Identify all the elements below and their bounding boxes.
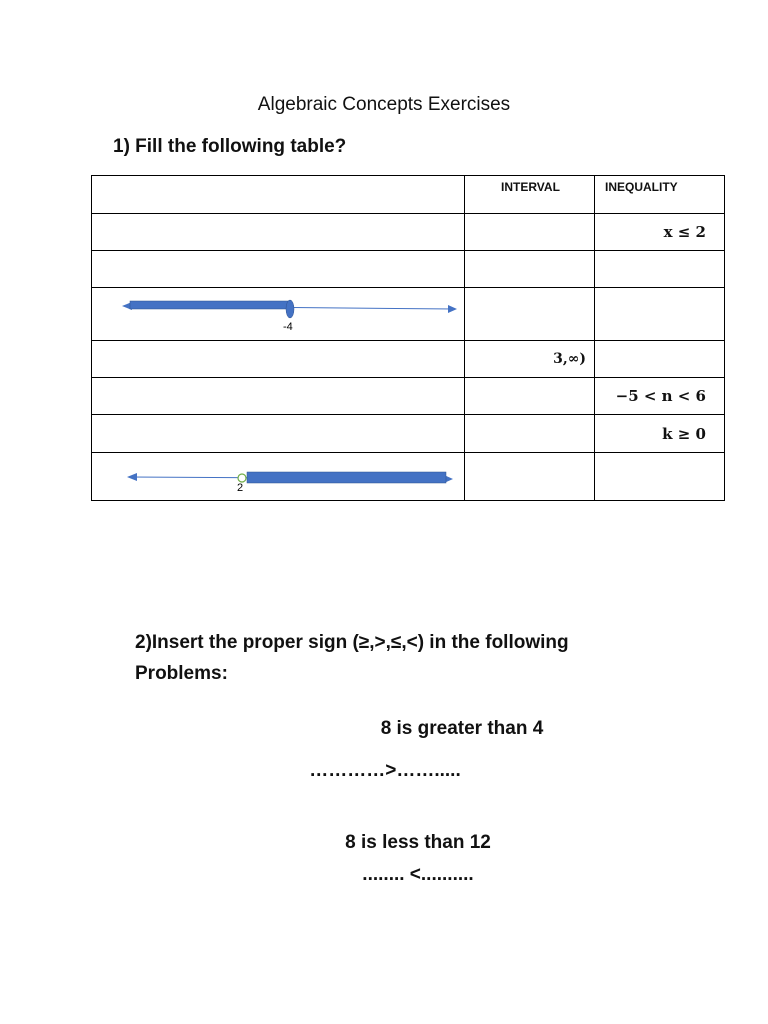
interval-cell[interactable] — [465, 341, 595, 378]
shaded-interval-bar — [247, 472, 446, 483]
inequality-value: k ≥ 0 — [662, 424, 706, 443]
inequality-cell[interactable] — [595, 214, 725, 251]
endpoint-label: -4 — [283, 321, 293, 333]
header-graph — [92, 176, 465, 214]
interval-cell[interactable] — [465, 251, 595, 288]
table-header-row — [92, 176, 725, 214]
graph-cell[interactable] — [92, 453, 465, 501]
answer-blank[interactable]: ........ <.......... — [362, 864, 474, 885]
table-row — [92, 214, 725, 251]
inequality-value: x ≤ 2 — [663, 223, 706, 241]
question-2-line1: 2)Insert the proper sign (≥,>,≤,<) in the following — [135, 632, 569, 653]
inequality-value: −5 < n < 6 — [615, 387, 706, 405]
question-2-line2: Problems: — [135, 663, 228, 684]
inequality-cell[interactable] — [595, 378, 725, 415]
graph-cell[interactable] — [92, 251, 465, 288]
number-line-graph — [92, 288, 465, 341]
shaded-interval-bar — [130, 301, 288, 309]
table-row — [92, 453, 725, 501]
inequality-cell[interactable] — [595, 453, 725, 501]
question-2 — [135, 627, 569, 689]
interval-cell[interactable] — [465, 214, 595, 251]
number-line-graph — [92, 453, 465, 501]
table-row — [92, 251, 725, 288]
header-inequality: INEQUALITY — [595, 176, 725, 214]
table-row — [92, 378, 725, 415]
header-interval: INTERVAL — [465, 176, 595, 214]
interval-cell[interactable] — [465, 453, 595, 501]
table-row — [92, 415, 725, 453]
graph-cell[interactable] — [92, 288, 465, 341]
table-row — [92, 288, 725, 341]
exercise-table — [91, 175, 725, 501]
inequality-cell[interactable] — [595, 415, 725, 453]
problem-statement: 8 is greater than 4 — [380, 718, 544, 739]
endpoint-label: 2 — [237, 482, 244, 494]
right-arrowhead — [448, 305, 457, 313]
interval-cell[interactable] — [465, 415, 595, 453]
closed-endpoint — [286, 300, 294, 318]
interval-cell[interactable] — [465, 378, 595, 415]
problem-statement: 8 is less than 12 — [345, 832, 491, 853]
left-arrowhead — [127, 473, 137, 481]
table-row — [92, 341, 725, 378]
graph-cell[interactable] — [92, 214, 465, 251]
question-1: 1) Fill the following table? — [113, 136, 347, 157]
inequality-cell[interactable] — [595, 251, 725, 288]
interval-cell[interactable] — [465, 288, 595, 341]
graph-cell[interactable] — [92, 415, 465, 453]
interval-value: 3,∞) — [553, 351, 586, 367]
inequality-cell[interactable] — [595, 288, 725, 341]
open-endpoint — [238, 474, 246, 482]
inequality-cell[interactable] — [595, 341, 725, 378]
graph-cell[interactable] — [92, 378, 465, 415]
graph-cell[interactable] — [92, 341, 465, 378]
page-title: Algebraic Concepts Exercises — [257, 94, 511, 115]
answer-blank[interactable]: …………>……..... — [309, 760, 461, 781]
